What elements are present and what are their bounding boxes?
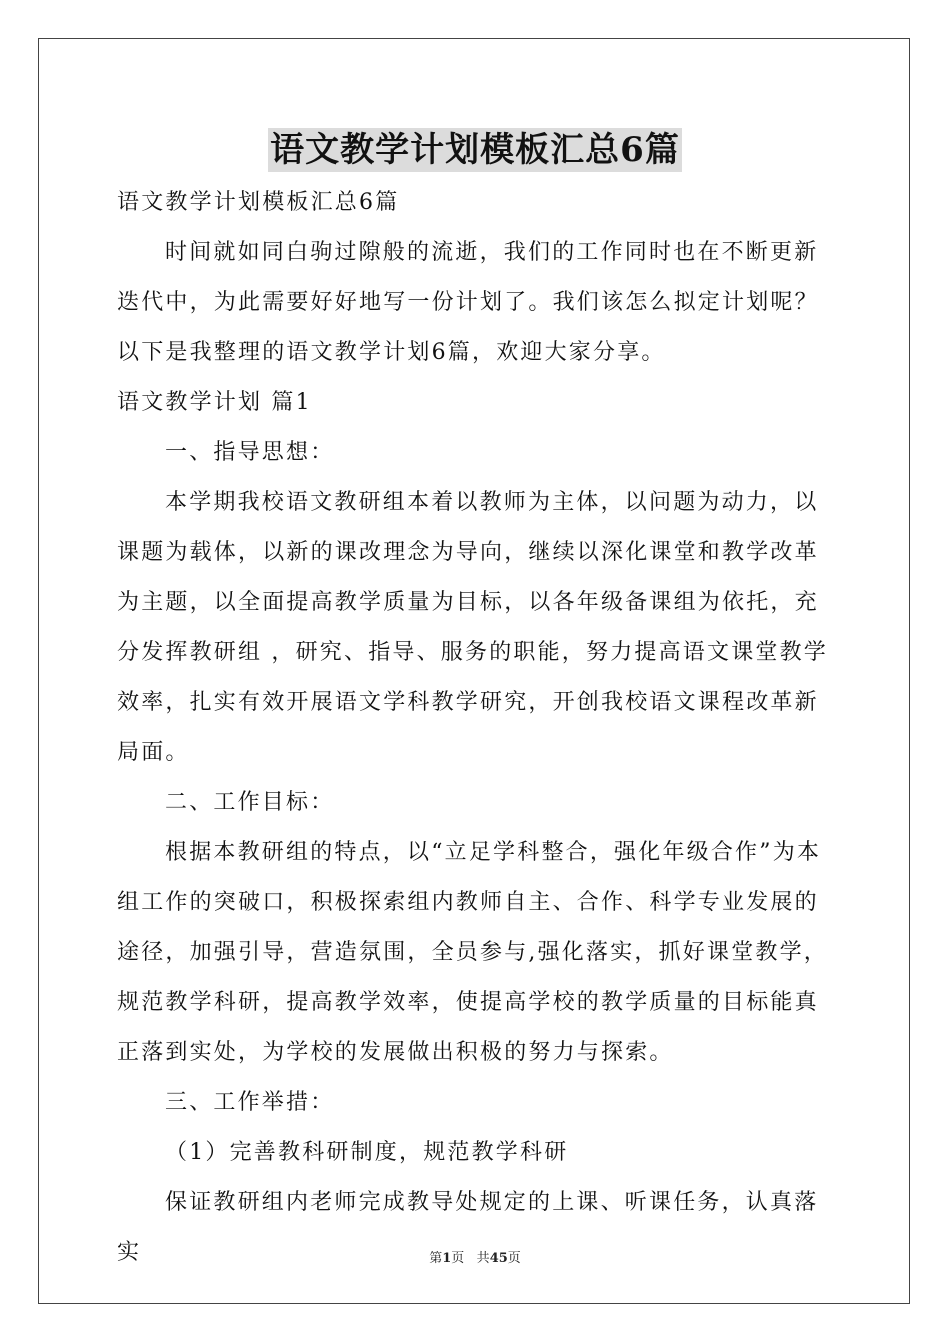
footer-page-suffix: 页 [451,1251,465,1266]
footer-page-number: 1 [442,1251,452,1266]
subheading-measure-1: （1）完善教科研制度，规范教学科研 [165,1140,569,1165]
document-body [117,178,833,1278]
body-paragraph: 根据本教研组的特点，以“立足学科整合，强化年级合作”为本组工作的突破口，积极探索组内教师自主、合作、科学专业发展的途径，加强引导，营造氛围，全员参与,强化落实，抓好课堂教学，规范教学科研，提高教学效率，使提高学校的教学质量的目标能真正落到实处，为学校的发展做出积极的努力与探索。 [117,840,828,1065]
footer-total-prefix: 共 [476,1251,490,1266]
section-heading: 语文教学计划 篇1 [117,390,312,415]
page-footer [0,1247,950,1266]
document-title: 语文教学计划模板汇总6篇 [270,130,680,170]
heading-guiding-ideology: 一、指导思想： [165,440,335,465]
footer-page-prefix: 第 [429,1251,443,1266]
body-paragraph: 本学期我校语文教研组本着以教师为主体，以问题为动力，以课题为载体，以新的课改理念为导向，继续以深化课堂和教学改革为主题，以全面提高教学质量为目标，以各年级备课组为依托，充分发挥教研组 ，研究、指导、服务的职能，努力提高语文课堂教学效率，扎实有效开展语文学科教学研究，开创我校语文课程改革新局面。 [117,490,828,765]
intro-paragraph: 时间就如同白驹过隙般的流逝，我们的工作同时也在不断更新迭代中，为此需要好好地写一份计划了。我们该怎么拟定计划呢？以下是我整理的语文教学计划6篇，欢迎大家分享。 [117,240,819,365]
heading-work-measures: 三、工作举措： [165,1090,335,1115]
title-container [0,128,950,172]
subtitle-paragraph: 语文教学计划模板汇总6篇 [117,190,400,215]
body-paragraph: 保证教研组内老师完成教导处规定的上课、听课任务，认真落实 [117,1190,819,1265]
footer-total-pages: 45 [489,1251,508,1266]
heading-work-goals: 二、工作目标： [165,790,335,815]
footer-total-suffix: 页 [507,1251,521,1266]
